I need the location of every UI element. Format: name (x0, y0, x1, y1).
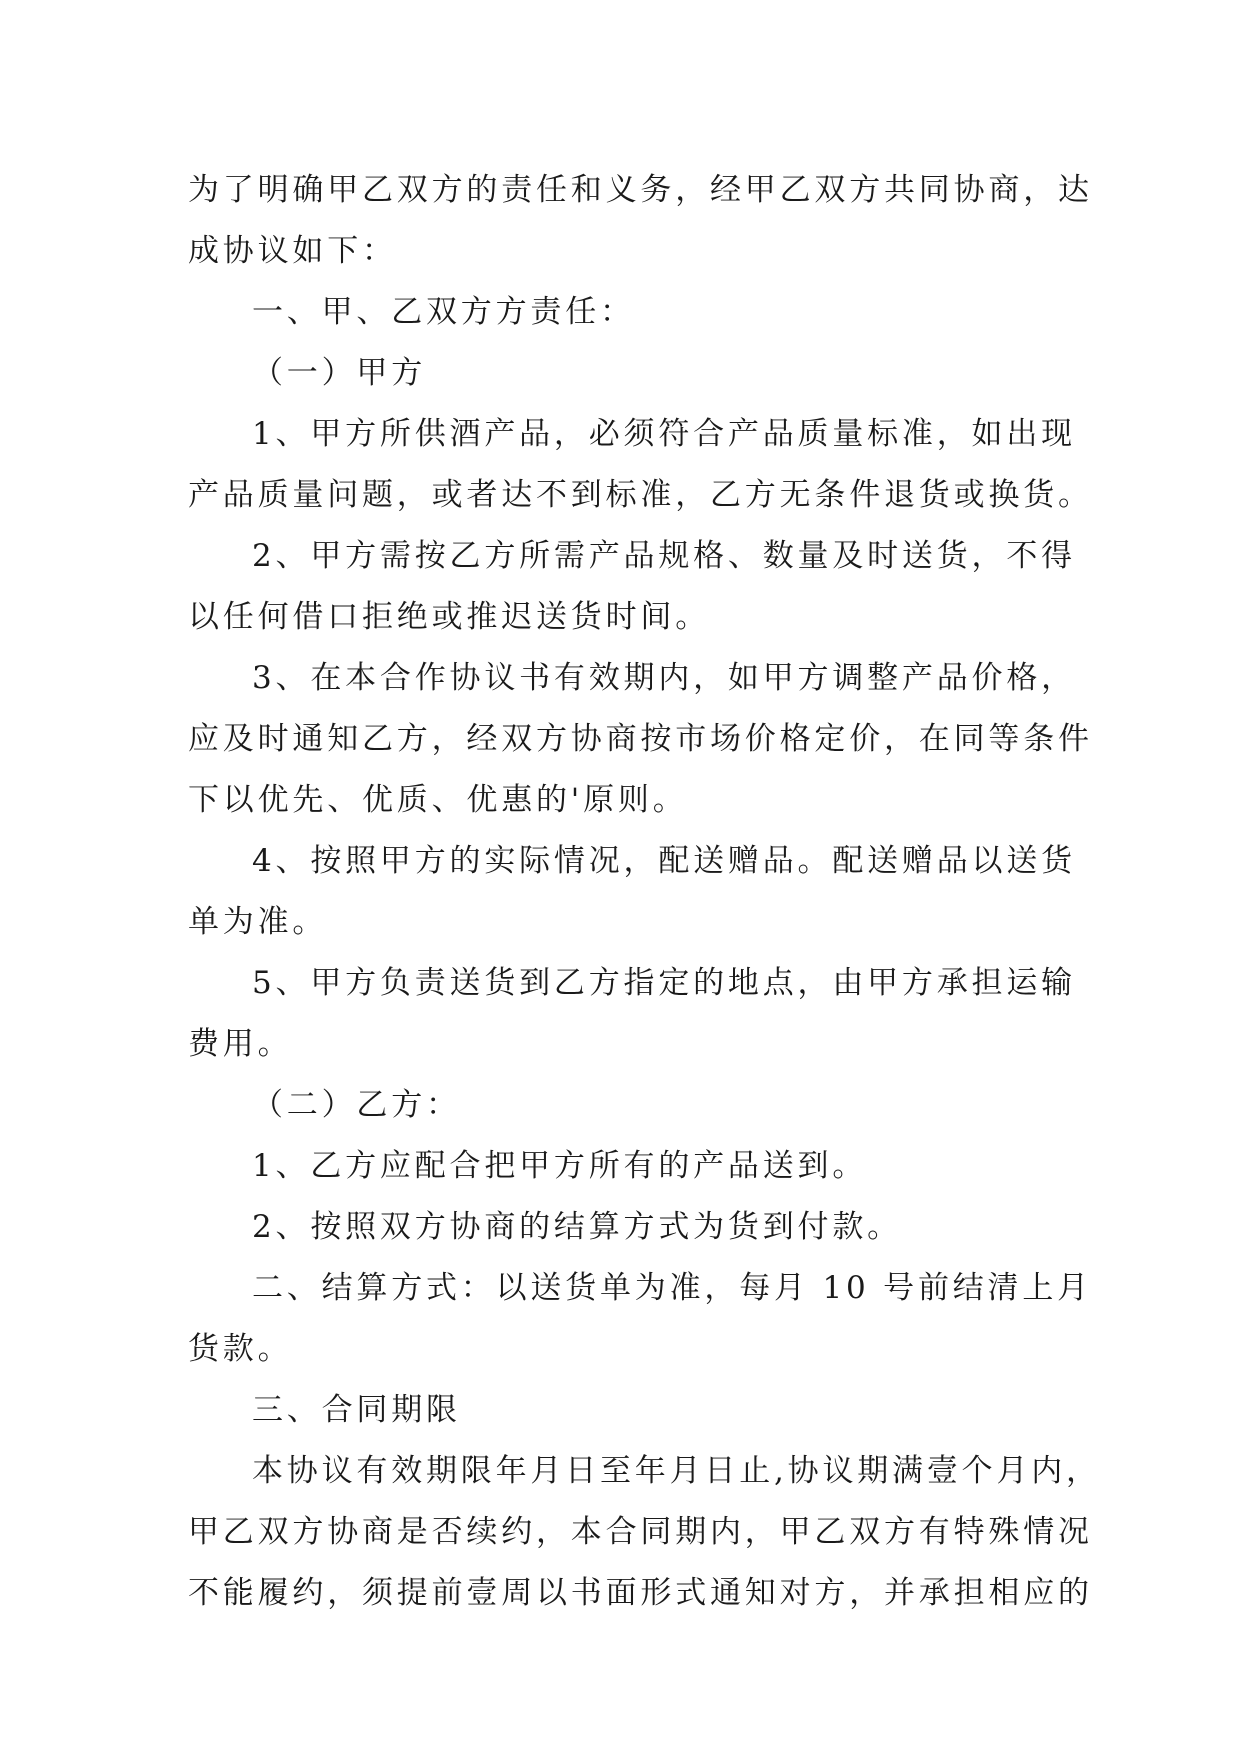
text-line: （二）乙方： (252, 1087, 461, 1123)
list-item (188, 953, 1076, 1075)
subsection-heading (188, 1075, 1068, 1136)
list-item (188, 831, 1076, 953)
list-item (188, 404, 1093, 526)
text-line: 不能履约，须提前壹周以书面形式通知对方，并承担相应的 (188, 1575, 1093, 1611)
text-line: 甲乙双方协商是否续约，本合同期内，甲乙双方有特殊情况 (188, 1514, 1093, 1550)
text-line: 2、甲方需按乙方所需产品规格、数量及时送货，不得 (252, 538, 1076, 574)
text-line: 应及时通知乙方，经双方协商按市场价格定价，在同等条件 (188, 721, 1093, 757)
list-item (188, 526, 1076, 648)
text-line: 货款。 (188, 1331, 293, 1367)
text-line: 以任何借口拒绝或推迟送货时间。 (188, 599, 710, 635)
section-heading (188, 1380, 1068, 1441)
term-paragraph (188, 1441, 1101, 1624)
section-heading (188, 282, 1068, 343)
text-line: 一、甲、乙双方方责任： (252, 294, 635, 330)
text-line: 4、按照甲方的实际情况，配送赠品。配送赠品以送货 (252, 843, 1076, 879)
text-line: 3、在本合作协议书有效期内，如甲方调整产品价格， (252, 660, 1076, 696)
text-line: 5、甲方负责送货到乙方指定的地点，由甲方承担运输 (252, 965, 1076, 1001)
text-line: 下以优先、优质、优惠的'原则。 (188, 782, 688, 818)
text-line: 二、结算方式：以送货单为准，每月 10 号前结清上月 (252, 1270, 1092, 1306)
text-line: 产品质量问题，或者达不到标准，乙方无条件退货或换货。 (188, 477, 1093, 513)
list-item (188, 1136, 1068, 1197)
text-line: 1、甲方所供酒产品，必须符合产品质量标准，如出现 (252, 416, 1076, 452)
text-line: 成协议如下： (188, 233, 397, 269)
document-body (188, 160, 1101, 1624)
text-line: 单为准。 (188, 904, 328, 940)
section-paragraph (188, 1258, 1092, 1380)
text-line: （一）甲方 (252, 355, 426, 391)
text-line: 为了明确甲乙双方的责任和义务，经甲乙双方共同协商，达 (188, 172, 1093, 208)
paragraph-intro (188, 160, 1093, 282)
list-item (188, 648, 1093, 831)
text-line: 2、按照双方协商的结算方式为货到付款。 (252, 1209, 902, 1245)
text-line: 本协议有效期限年月日至年月日止,协议期满壹个月内， (252, 1453, 1101, 1489)
text-line: 三、合同期限 (252, 1392, 461, 1428)
text-line: 1、乙方应配合把甲方所有的产品送到。 (252, 1148, 868, 1184)
text-line: 费用。 (188, 1026, 293, 1062)
list-item (188, 1197, 1068, 1258)
subsection-heading (188, 343, 1068, 404)
